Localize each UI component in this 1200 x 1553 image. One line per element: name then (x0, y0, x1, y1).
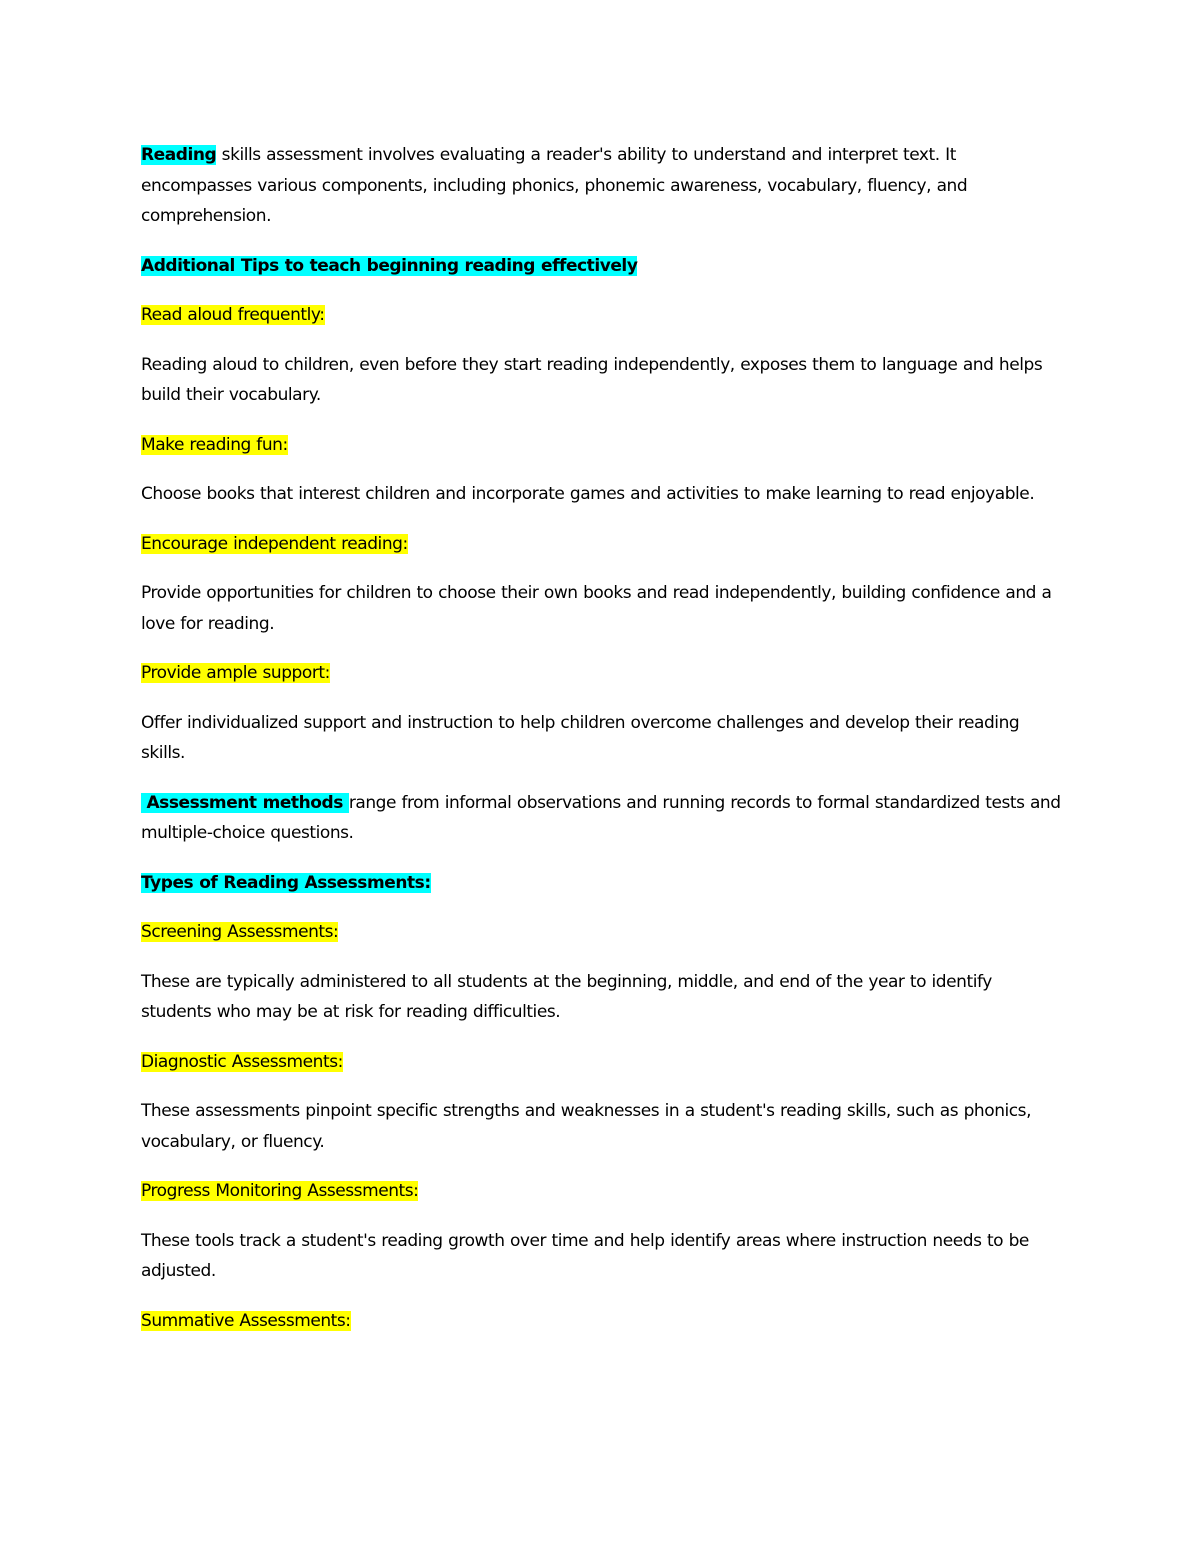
type-body-2: These assessments pinpoint specific strengths and weaknesses in a student's reading skills, such as phonics, vocabulary, or fluency. (141, 1101, 1032, 1152)
tip-title-4 (141, 658, 1066, 689)
intro-lead-highlight: Reading (141, 145, 217, 165)
tip-title-text: Encourage independent reading: (141, 533, 408, 554)
tip-title-text: Read aloud frequently: (141, 305, 325, 325)
type-title-2 (141, 1047, 1066, 1078)
type-title-1 (141, 917, 1066, 948)
methods-text: range from informal observations and running records to formal standardized tests and multiple-choice questions. (141, 792, 1061, 843)
tip-title-1 (141, 300, 1066, 331)
type-title-3 (141, 1176, 1066, 1207)
intro-paragraph (141, 140, 1066, 232)
type-title-4 (141, 1306, 1066, 1337)
methods-paragraph (141, 788, 1066, 849)
tips-heading-text: Additional Tips to teach beginning reading effectively (141, 255, 638, 276)
tip-title-3 (141, 529, 1066, 560)
tip-body-2: Choose books that interest children and incorporate games and activities to make learning to read enjoyable. (141, 484, 1035, 504)
tip-body-4: Offer individualized support and instruction to help children overcome challenges and develop their reading skills. (141, 712, 1020, 763)
type-body-3: These tools track a student's reading growth over time and help identify areas where instruction needs to be adjusted. (141, 1230, 1029, 1281)
type-title-text: Progress Monitoring Assessments: (141, 1181, 419, 1201)
tip-body-3: Provide opportunities for children to choose their own books and read independently, building confidence and a love for reading. (141, 583, 1052, 634)
document-page (141, 140, 1066, 1355)
type-body-1: These are typically administered to all students at the beginning, middle, and end of the year to identify students who may be at risk for reading difficulties. (141, 971, 992, 1022)
tip-title-2 (141, 430, 1066, 461)
types-heading (141, 868, 1066, 899)
type-title-text: Diagnostic Assessments: (141, 1051, 343, 1072)
tip-title-text: Make reading fun: (141, 434, 288, 455)
tip-body-1: Reading aloud to children, even before they start reading independently, exposes them to language and helps build their vocabulary. (141, 354, 1043, 405)
methods-lead-highlight: Assessment methods (141, 792, 349, 813)
type-title-text: Summative Assessments: (141, 1310, 351, 1331)
types-heading-text: Types of Reading Assessments: (141, 872, 431, 893)
type-title-text: Screening Assessments: (141, 922, 339, 942)
intro-text: skills assessment involves evaluating a reader's ability to understand and interpret text. It encompasses various components, including phonics, phonemic awareness, vocabulary, fluency, and comprehension. (141, 145, 968, 226)
tip-title-text: Provide ample support: (141, 663, 330, 683)
tips-heading (141, 251, 1066, 282)
